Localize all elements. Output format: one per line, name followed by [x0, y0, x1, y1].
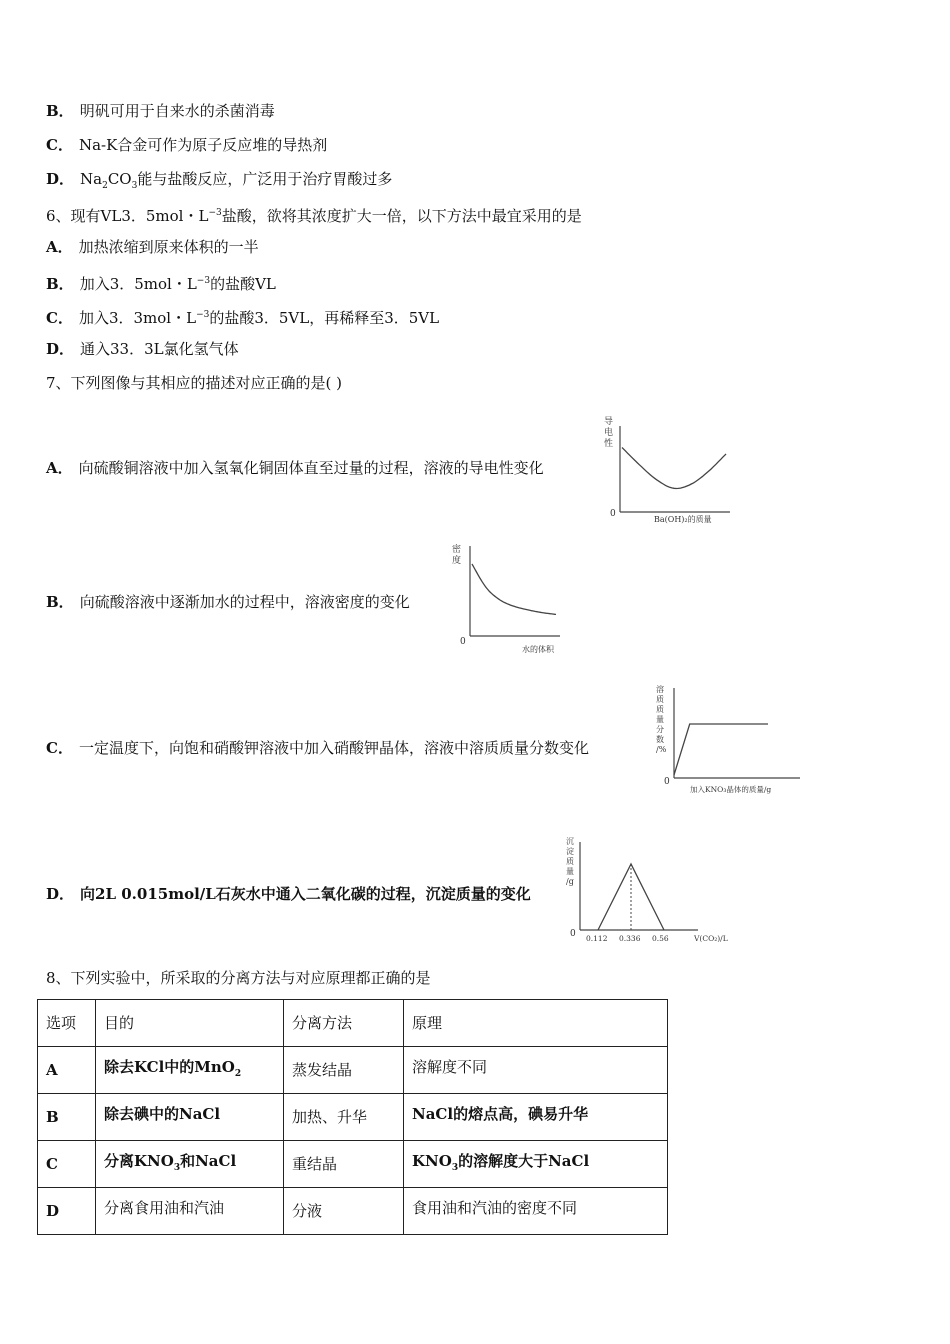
row-principle: 溶解度不同 [404, 1047, 668, 1094]
chart-d-tick-1: 0.112 [586, 934, 608, 943]
header-principle: 原理 [404, 1000, 668, 1047]
chart-d-tick-3: 0.56 [652, 934, 669, 943]
chart-b-series-line [472, 564, 556, 614]
chart-c-ylabel-4: 量 [656, 715, 664, 724]
option-text: 加入3．5mol・$L^{-3}$的盐酸VL [79, 275, 276, 293]
option-text: 明矾可用于自来水的杀菌消毒 [79, 102, 275, 120]
q7-stem: 7、下列图像与其相应的描述对应正确的是( ) [46, 374, 343, 392]
row-purpose: 分离$KNO_3$和NaCl [96, 1141, 284, 1188]
q7-option-d [46, 884, 531, 904]
option-label: C． [46, 739, 73, 757]
table-header-row [38, 1000, 668, 1047]
table-row [38, 1141, 668, 1188]
header-method: 分离方法 [284, 1000, 404, 1047]
option-text: 加入3．3mol・$L^{-3}$的盐酸3．5VL，再稀释至3．5VL [78, 309, 440, 327]
q5-option-c [46, 135, 327, 155]
row-purpose: 除去碘中的NaCl [96, 1094, 284, 1141]
chart-c-xlabel: 加入KNO₃晶体的质量/g [690, 785, 772, 794]
chart-a-ylabel-1: 导 [604, 417, 614, 427]
table-row [38, 1094, 668, 1141]
q8-stem: 8、下列实验中，所采取的分离方法与对应原理都正确的是 [46, 969, 431, 987]
option-label: A． [46, 238, 73, 256]
option-label: D． [46, 885, 75, 903]
chart-b-xlabel: 水的体积 [522, 645, 554, 654]
option-label: B． [46, 102, 74, 120]
q7-option-b [46, 592, 410, 612]
row-option: A [38, 1047, 96, 1094]
chart-d-ylabel-3: 质 [566, 857, 574, 866]
row-option: C [38, 1141, 96, 1188]
chart-c [650, 680, 810, 800]
q7-option-a [46, 458, 544, 478]
q6-stem: 6、现有VL3．5mol・$L^{-3}$盐酸，欲将其浓度扩大一倍，以下方法中最宜采用的是 [46, 207, 582, 225]
option-text: 向硫酸溶液中逐渐加水的过程中，溶液密度的变化 [79, 593, 410, 611]
chart-c-ylabel-3: 质 [656, 705, 664, 714]
chart-c-ylabel-5: 分 [656, 725, 664, 734]
row-purpose: 除去KCl中的MnO$_2$ [96, 1047, 284, 1094]
chart-a-origin: 0 [610, 509, 616, 519]
chart-b-ylabel-1: 密 [452, 545, 462, 555]
chart-a-ylabel-2: 电 [604, 428, 614, 438]
row-principle: NaCl的熔点高，碘易升华 [404, 1094, 668, 1141]
chart-d-ylabel-2: 淀 [566, 847, 574, 856]
chart-d [560, 832, 732, 950]
option-label: B． [46, 275, 74, 293]
chart-c-series-line [674, 724, 768, 775]
option-label: C． [46, 309, 73, 327]
chart-d-ylabel-4: 量 [566, 867, 574, 876]
row-principle: $KNO_3$的溶解度大于NaCl [404, 1141, 668, 1188]
option-label: A． [46, 459, 73, 477]
option-label: D． [46, 340, 75, 358]
header-option: 选项 [38, 1000, 96, 1047]
chart-a [598, 412, 738, 527]
q6-option-b [46, 271, 276, 294]
option-label: D． [46, 170, 75, 188]
chart-c-ylabel-1: 溶 [656, 685, 664, 694]
separation-table [37, 999, 668, 1235]
q6-option-c [46, 305, 439, 328]
row-method: 加热、升华 [284, 1094, 404, 1141]
q6-option-a [46, 237, 259, 257]
header-purpose: 目的 [96, 1000, 284, 1047]
option-text: 一定温度下，向饱和硝酸钾溶液中加入硝酸钾晶体，溶液中溶质质量分数变化 [78, 739, 589, 757]
option-label: B． [46, 593, 74, 611]
chart-a-xlabel: Ba(OH)₂的质量 [654, 515, 712, 524]
chart-b [448, 540, 568, 658]
row-option: D [38, 1188, 96, 1235]
option-label: C． [46, 136, 73, 154]
table-row [38, 1047, 668, 1094]
chart-d-origin: 0 [570, 929, 576, 939]
option-text: 向2L 0.015mol/L石灰水中通入二氧化碳的过程，沉淀质量的变化 [80, 885, 531, 903]
option-text: $Na_2CO_3$能与盐酸反应，广泛用于治疗胃酸过多 [80, 170, 393, 191]
row-method: 重结晶 [284, 1141, 404, 1188]
row-principle: 食用油和汽油的密度不同 [404, 1188, 668, 1235]
option-text: 通入33．3L氯化氢气体 [80, 340, 239, 358]
chart-a-series-line [622, 448, 726, 489]
chart-c-origin: 0 [664, 777, 670, 787]
row-method: 蒸发结晶 [284, 1047, 404, 1094]
option-text: 向硫酸铜溶液中加入氢氧化铜固体直至过量的过程，溶液的导电性变化 [78, 459, 544, 477]
q7-option-c [46, 738, 589, 758]
chart-c-ylabel-7: /% [656, 745, 667, 754]
chart-d-ylabel-5: /g [566, 877, 574, 886]
row-purpose: 分离食用油和汽油 [96, 1188, 284, 1235]
chart-d-ylabel-1: 沉 [566, 837, 574, 846]
chart-d-xlabel: V(CO₂)/L [694, 934, 728, 943]
table-row [38, 1188, 668, 1235]
chart-b-origin: 0 [460, 637, 466, 647]
chart-d-tick-2: 0.336 [619, 934, 641, 943]
q5-option-b [46, 101, 275, 121]
row-option: B [38, 1094, 96, 1141]
q5-option-d [46, 169, 392, 196]
row-method: 分液 [284, 1188, 404, 1235]
chart-b-ylabel-2: 度 [452, 556, 462, 566]
q6-option-d [46, 339, 239, 359]
chart-c-ylabel-2: 质 [656, 695, 664, 704]
chart-a-ylabel-3: 性 [604, 439, 614, 449]
chart-c-ylabel-6: 数 [656, 735, 664, 744]
option-text: 加热浓缩到原来体积的一半 [78, 238, 259, 256]
option-text: Na-K合金可作为原子反应堆的导热剂 [78, 136, 328, 154]
